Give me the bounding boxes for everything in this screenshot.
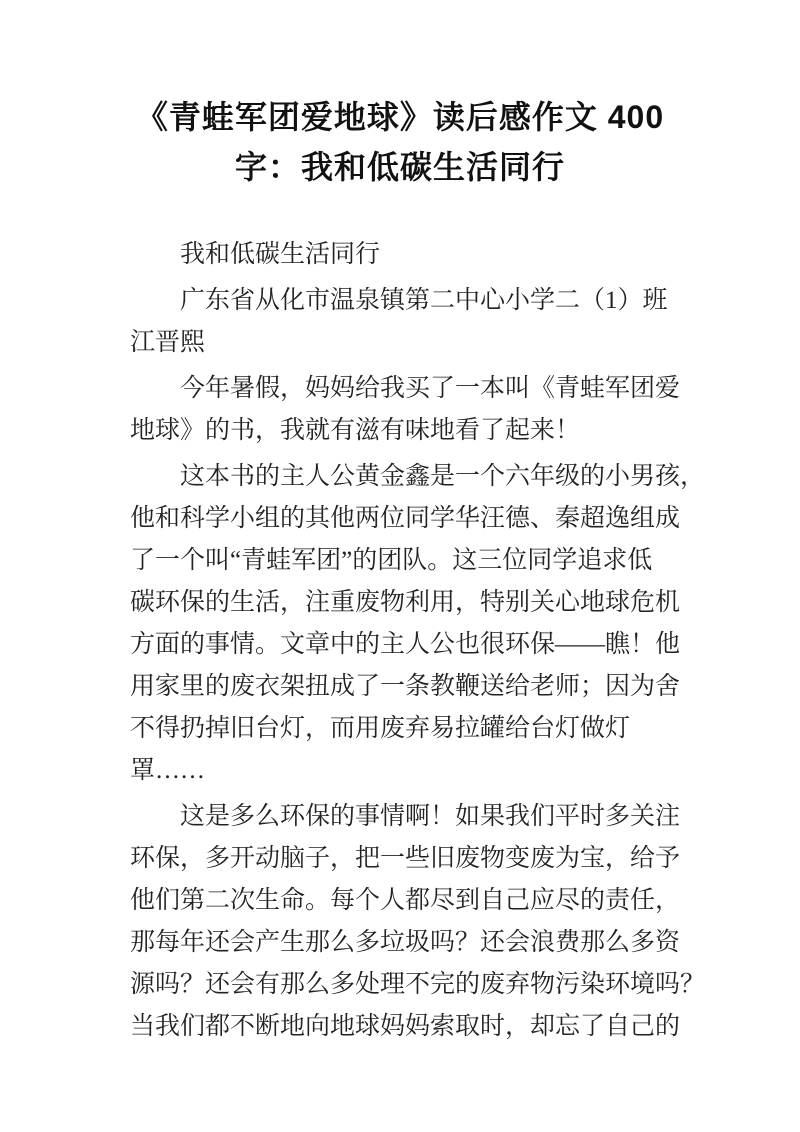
text-line: 广东省从化市温泉镇第二中心小学二（1）班 <box>180 287 668 314</box>
text-line: 罩…… <box>130 757 206 784</box>
text-line: 那每年还会产生那么多垃圾吗？还会浪费那么多资 <box>130 929 681 956</box>
text-line: 源吗？还会有那么多处理不完的废弃物污染环境吗？ <box>130 971 706 998</box>
text-line: 方面的事情。文章中的主人公也很环保——瞧！他 <box>130 631 681 658</box>
paragraph <box>130 796 706 1048</box>
paragraph <box>130 456 706 792</box>
paragraph <box>130 280 690 364</box>
text-line: 我和低碳生活同行 <box>180 241 381 268</box>
text-line: 地球》的书，我就有滋有味地看了起来！ <box>130 417 581 444</box>
paragraph <box>130 234 690 276</box>
text-line: 这是多么环保的事情啊！如果我们平时多关注 <box>180 803 681 830</box>
text-line: 碳环保的生活，注重废物利用，特别关心地球危机 <box>130 589 681 616</box>
text-line: 了一个叫“青蛙军团”的团队。这三位同学追求低 <box>130 547 653 574</box>
text-line: 这本书的主人公黄金鑫是一个六年级的小男孩， <box>180 463 706 490</box>
text-line: 不得扔掉旧台灯，而用废弃易拉罐给台灯做灯 <box>130 715 631 742</box>
title-line: 字：我和低碳生活同行 <box>234 149 565 185</box>
text-line: 环保，多开动脑子，把一些旧废物变废为宝，给予 <box>130 845 681 872</box>
text-line: 他和科学小组的其他两位同学华汪德、秦超逸组成 <box>130 505 681 532</box>
document-title <box>0 92 800 192</box>
text-line: 当我们都不断地向地球妈妈索取时，却忘了自己的 <box>130 1013 681 1040</box>
document-body <box>130 234 706 1048</box>
text-line: 用家里的废衣架扭成了一条教鞭送给老师；因为舍 <box>130 673 681 700</box>
title-line: 《青蛙军团爱地球》读后感作文 400 <box>135 99 665 135</box>
text-line: 江晋熙 <box>130 329 206 356</box>
text-line: 今年暑假，妈妈给我买了一本叫《青蛙军团爱 <box>180 375 681 402</box>
text-line: 他们第二次生命。每个人都尽到自己应尽的责任， <box>130 887 681 914</box>
paragraph <box>130 368 690 452</box>
